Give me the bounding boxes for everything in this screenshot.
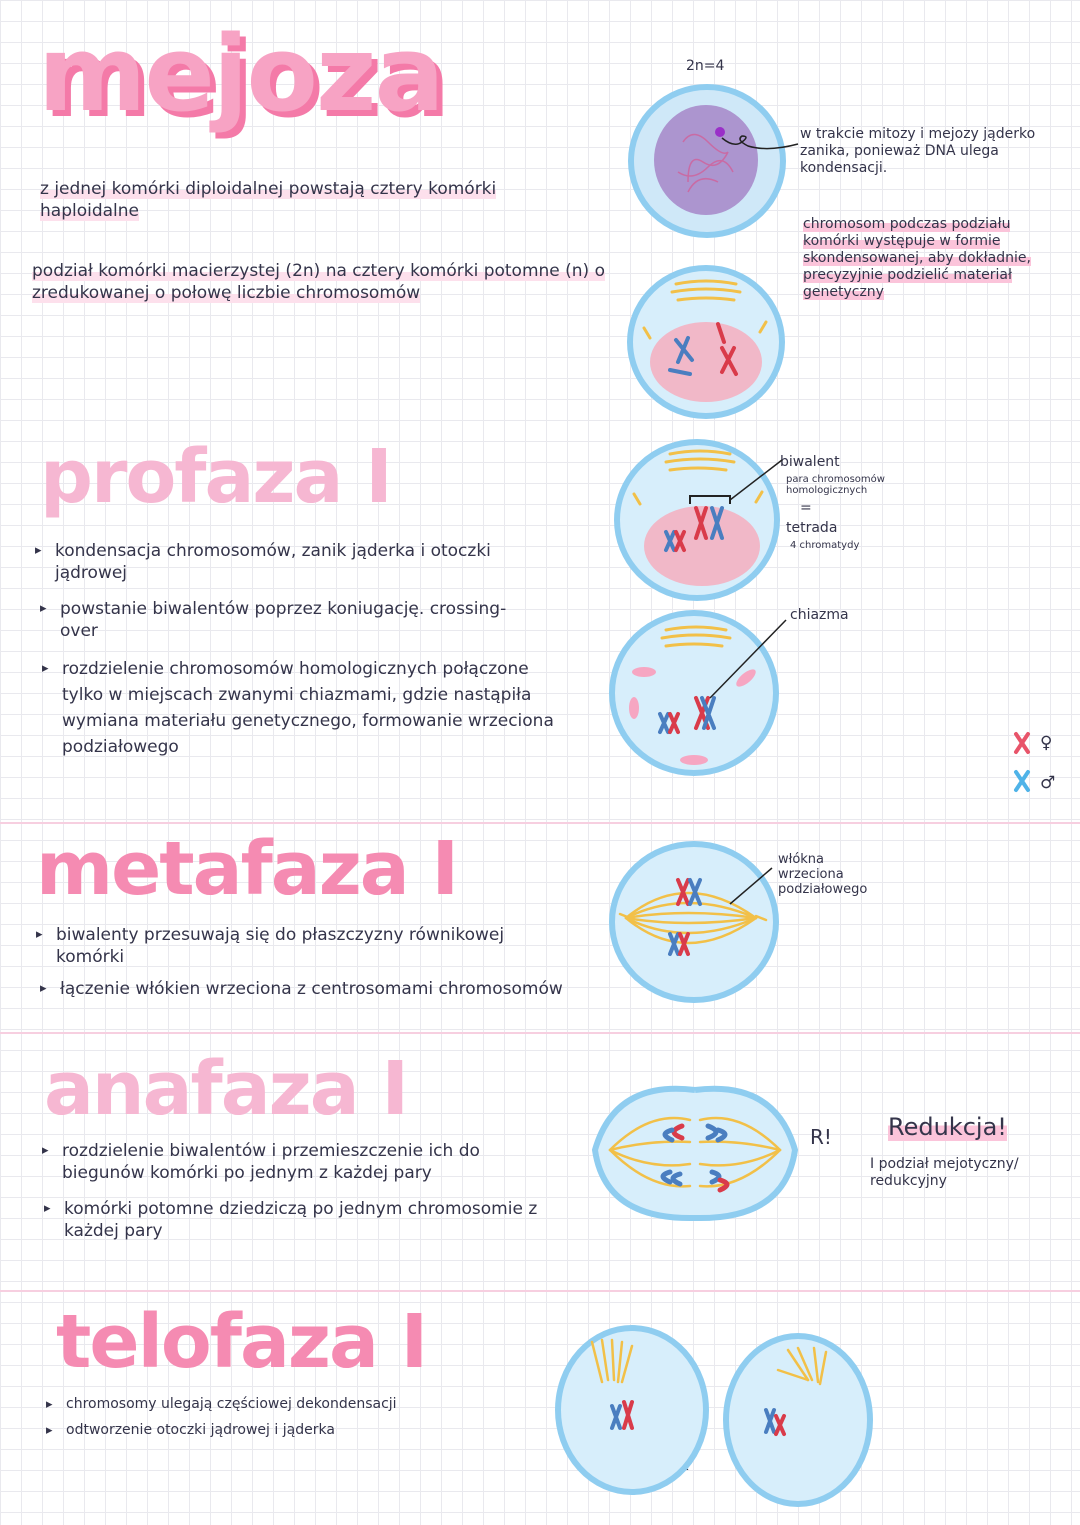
cell-prophase-early (626, 262, 786, 422)
daughter-cell-left (552, 1322, 712, 1498)
telofaza-title: telofaza I (56, 1299, 427, 1385)
divider (0, 822, 1080, 824)
profaza-item: ▸ kondensacja chromosomów, zanik jąderka i otoczki jądrowej (35, 541, 491, 583)
cell-anaphase (590, 1080, 804, 1230)
cell-metaphase (606, 838, 782, 1006)
tetrada-label: tetrada (786, 520, 838, 536)
female-symbol: ♀ (1040, 733, 1053, 753)
male-symbol: ♂ (1040, 773, 1056, 793)
divider (0, 1032, 1080, 1034)
cell-chiasma (606, 608, 782, 778)
metafaza-item: ▸ łączenie włókien wrzeciona z centrosomami chromosomów (40, 979, 563, 999)
profaza-title: profaza I (40, 434, 391, 520)
intro-division (32, 260, 612, 304)
equals-sign: = (800, 500, 812, 516)
ploidy-label: 2n=4 (686, 58, 725, 74)
intro-line-2: podział komórki macierzystej (2n) na cztery komórki potomne (n) o zredukowanej o połowę liczbie chromosomów (32, 261, 605, 303)
anafaza-title: anafaza I (44, 1046, 407, 1132)
spindle-fibers-label: włókna wrzeciona podziałowego (778, 852, 868, 897)
daughter-cell-right (718, 1330, 878, 1512)
page-title: mejoza (38, 13, 443, 135)
profaza-item: ▸ powstanie biwalentów poprzez koniugację. crossing-over (40, 599, 507, 641)
anafaza-item: ▸ komórki potomne dziedziczą po jednym chromosomie z każdej pary (44, 1199, 538, 1241)
metafaza-item: ▸ biwalenty przesuwają się do płaszczyzny równikowej komórki (36, 925, 505, 967)
chromosome-note: chromosom podczas podziału komórki występuje w formie skondensowanej, aby dokładnie, precyzyjnie podzielić materiał genetyczny (803, 216, 1031, 300)
intro-line-1: z jednej komórki diploidalnej powstają cztery komórki haploidalne (40, 179, 497, 221)
metafaza-title: metafaza I (36, 826, 458, 912)
telofaza-item: ▸ chromosomy ulegają częściowej dekondensacji (46, 1396, 397, 1412)
divider (0, 1290, 1080, 1292)
biwalent-subtitle: para chromosomów homologicznych (786, 474, 885, 496)
reduction-mark: R! (810, 1125, 832, 1149)
reduction-title: Redukcja! (888, 1113, 1007, 1141)
intro-definition (40, 178, 600, 222)
cell-bivalent (612, 436, 782, 604)
pointer-line (720, 130, 800, 170)
anafaza-item: ▸ rozdzielenie biwalentów i przemieszczenie ich do biegunów komórki po jednym z każdej pary (42, 1141, 480, 1183)
nucleolus-note: w trakcie mitozy i mejozy jąderko zanika, ponieważ DNA ulega kondensacji. (800, 126, 1036, 176)
tetrada-subtitle: 4 chromatydy (790, 540, 860, 551)
biwalent-label: biwalent (780, 454, 840, 470)
chiazma-label: chiazma (790, 607, 849, 623)
telofaza-item: ▸ odtworzenie otoczki jądrowej i jąderka (46, 1422, 335, 1438)
reduction-subtitle: I podział mejotyczny/ redukcyjny (870, 1156, 1019, 1189)
profaza-item: ▸ rozdzielenie chromosomów homologicznych połączone tylko w miejscach zwanymi chiazmami, gdzie nastąpiła wymiana materiału genetycznego, formowanie wrzeciona podziałowego (42, 659, 554, 757)
